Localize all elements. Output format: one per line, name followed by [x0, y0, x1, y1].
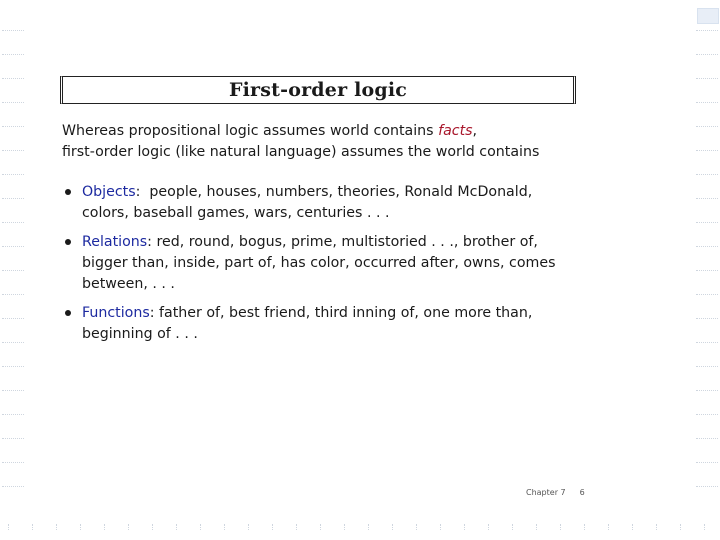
relations-text: red, round, bogus, prime, multistoried . . ., brother of, bigger than, inside, part of, has color, occurred after, owns, comes between, . . . [82, 234, 556, 292]
intro-line-2: first-order logic (like natural language) assumes the world contains [62, 144, 540, 160]
facts-emphasis: facts [438, 123, 473, 139]
colon: : [135, 184, 141, 200]
bottom-margin-ticks [0, 524, 720, 532]
chapter-label: Chapter 7 [526, 488, 566, 497]
bottom-tick [32, 524, 33, 530]
bottom-tick [656, 524, 657, 530]
bottom-tick [8, 524, 9, 530]
bullet-objects [62, 182, 580, 224]
term-objects: Objects [82, 184, 136, 200]
bullet-relations [62, 232, 580, 295]
slide-footer [526, 488, 585, 497]
term-relations: Relations [82, 234, 148, 250]
bottom-tick [608, 524, 609, 530]
bottom-tick [176, 524, 177, 530]
bottom-tick [344, 524, 345, 530]
slide-title: First-order logic [228, 79, 408, 101]
bottom-tick [632, 524, 633, 530]
bottom-tick [392, 524, 393, 530]
bottom-tick [680, 524, 681, 530]
bottom-tick [272, 524, 273, 530]
intro-line-1-prefix: Whereas propositional logic assumes world contains [62, 123, 439, 139]
intro-paragraph [62, 121, 582, 163]
bottom-tick [704, 524, 705, 530]
bottom-tick [56, 524, 57, 530]
bottom-tick [560, 524, 561, 530]
bottom-tick [80, 524, 81, 530]
navigation-corner-mark [697, 8, 719, 24]
bottom-tick [104, 524, 105, 530]
bottom-tick [440, 524, 441, 530]
bottom-tick [488, 524, 489, 530]
bottom-tick [584, 524, 585, 530]
left-margin-ticks [2, 30, 24, 510]
intro-line-1-suffix: , [472, 123, 478, 139]
bottom-tick [368, 524, 369, 530]
bottom-tick [200, 524, 201, 530]
bullet-functions [62, 303, 580, 345]
title-box [60, 76, 576, 104]
page-number: 6 [579, 488, 585, 497]
bullet-dot-icon [65, 189, 71, 195]
bottom-tick [248, 524, 249, 530]
bullet-list [62, 182, 580, 353]
bottom-tick [464, 524, 465, 530]
bullet-dot-icon [65, 239, 71, 245]
functions-text: father of, best friend, third inning of, one more than, beginning of . . . [82, 305, 533, 342]
bottom-tick [320, 524, 321, 530]
term-functions: Functions [82, 305, 150, 321]
intro-line-1 [62, 121, 582, 142]
bullet-dot-icon [65, 310, 71, 316]
colon: : [147, 234, 152, 250]
objects-text: people, houses, numbers, theories, Ronald McDonald, colors, baseball games, wars, centuries . . . [82, 184, 537, 221]
bottom-tick [296, 524, 297, 530]
right-margin-ticks [696, 30, 718, 510]
bottom-tick [128, 524, 129, 530]
bottom-tick [536, 524, 537, 530]
bottom-tick [152, 524, 153, 530]
bottom-tick [224, 524, 225, 530]
bottom-tick [512, 524, 513, 530]
colon: : [149, 305, 155, 321]
bottom-tick [416, 524, 417, 530]
